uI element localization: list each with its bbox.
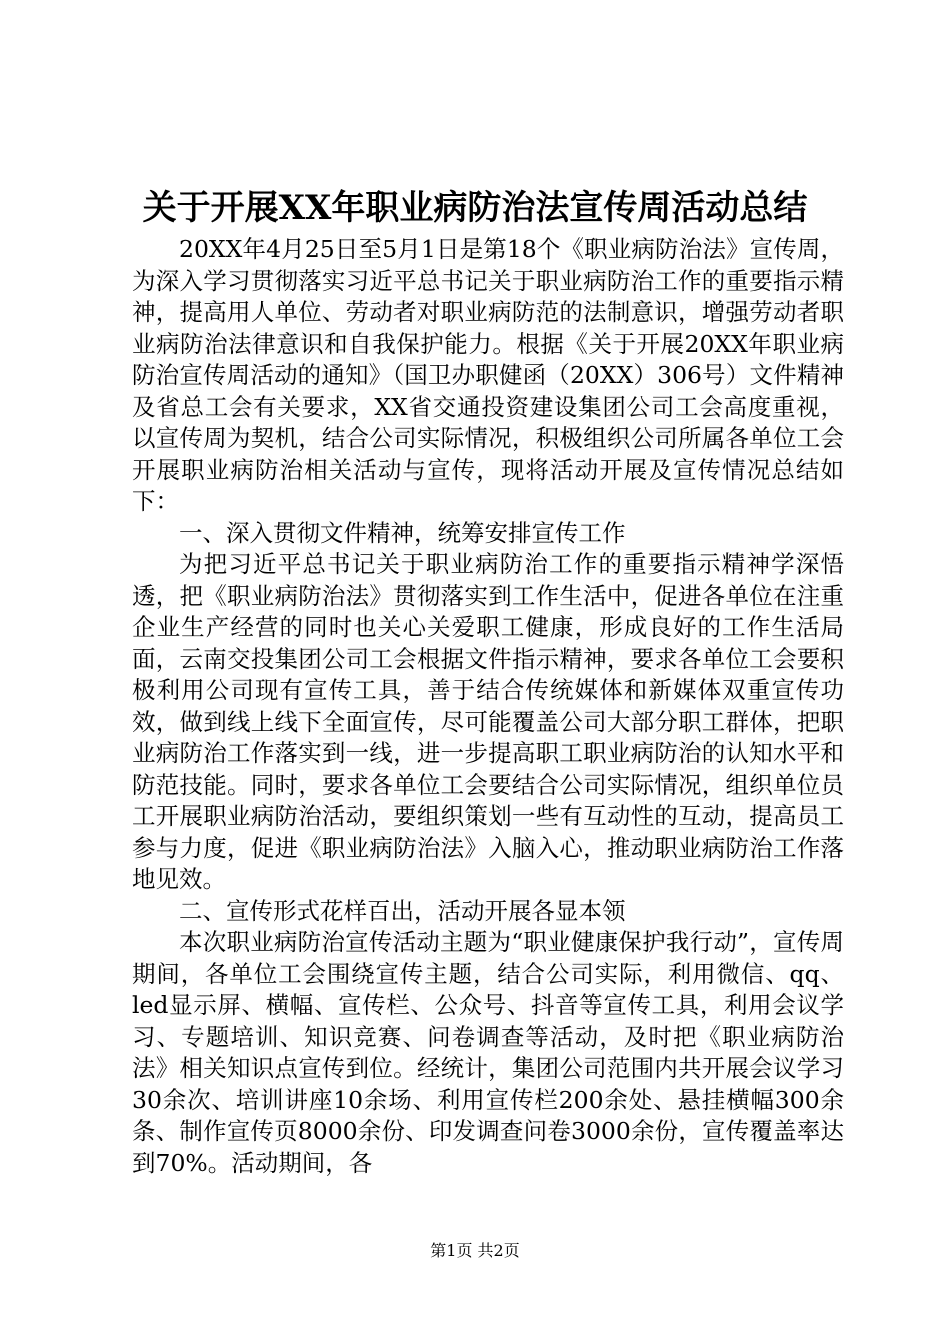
section-heading-2: 二、宣传形式花样百出，活动开展各显本领	[179, 896, 626, 925]
paragraph-section-2: 本次职业病防治宣传活动主题为“职业健康保护我行动”，宣传周期间，各单位工会围绕宣传主题，结合公司实际，利用微信、qq、led显示屏、横幅、宣传栏、公众号、抖音等宣传工具，利用会议学习、专题培训、知识竞赛、问卷调查等活动，及时把《职业病防治法》相关知识点宣传到位。经统计，集团公司范围内共开展会议学习30余次、培训讲座10余场、利用宣传栏200余处、悬挂横幅300余条、制作宣传页8000余份、印发调查问卷3000余份，宣传覆盖率达到70%。活动期间，各	[132, 928, 844, 1177]
document-body	[132, 234, 844, 1179]
paragraph-intro: 20XX年4月25日至5月1日是第18个《职业病防治法》宣传周，为深入学习贯彻落实习近平总书记关于职业病防治工作的重要指示精神，提高用人单位、劳动者对职业病防范的法制意识，增强劳动者职业病防治法律意识和自我保护能力。根据《关于开展20XX年职业病防治宣传周活动的通知》（国卫办职健函（20XX）306号）文件精神及省总工会有关要求，XX省交通投资建设集团公司工会高度重视，以宣传周为契机，结合公司实际情况，积极组织公司所属各单位工会开展职业病防治相关活动与宣传，现将活动开展及宣传情况总结如下：	[132, 235, 844, 515]
page-number-footer: 第1页 共2页	[430, 1241, 520, 1260]
document-title: 关于开展XX年职业病防治法宣传周活动总结	[142, 188, 808, 228]
section-heading-1: 一、深入贯彻文件精神，统筹安排宣传工作	[179, 518, 626, 547]
paragraph-section-1: 为把习近平总书记关于职业病防治工作的重要指示精神学深悟透，把《职业病防治法》贯彻落实到工作生活中，促进各单位在注重企业生产经营的同时也关心关爱职工健康，形成良好的工作生活局面，云南交投集团公司工会根据文件指示精神，要求各单位工会要积极利用公司现有宣传工具，善于结合传统媒体和新媒体双重宣传功效，做到线上线下全面宣传，尽可能覆盖公司大部分职工群体，把职业病防治工作落实到一线，进一步提高职工职业病防治的认知水平和防范技能。同时，要求各单位工会要结合公司实际情况，组织单位员工开展职业病防治活动，要组织策划一些有互动性的互动，提高员工参与力度，促进《职业病防治法》入脑入心，推动职业病防治工作落地见效。	[132, 550, 844, 893]
